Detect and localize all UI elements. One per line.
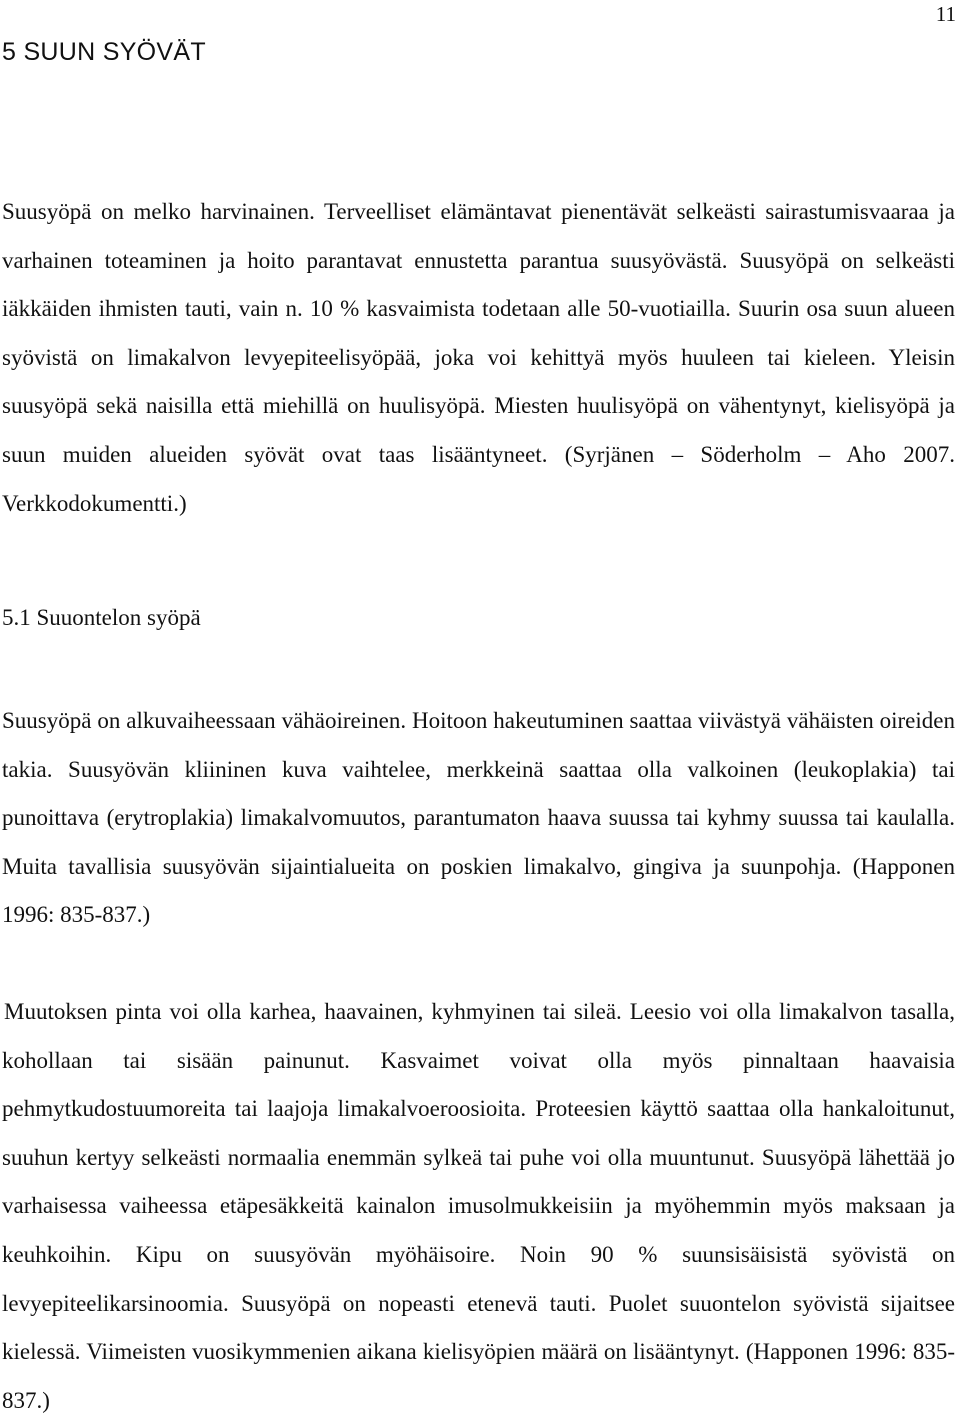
section-title: 5.1 Suuontelon syöpä	[2, 605, 201, 630]
paragraph-symptoms: Suusyöpä on alkuvaiheessaan vähäoireinen. Hoitoon hakeutuminen saattaa viivästyä vähäisten oireiden takia. Suusyövän kliininen kuva vaihtelee, merkkeinä saattaa olla valkoinen (leukoplakia) tai punoittava (erytroplakia) limakalvomuutos, parantumaton haava suussa tai kyhmy suussa tai kaulalla. Muita tavallisia suusyövän sijaintialueita on poskien limakalvo, gingiva ja suunpohja. (Happonen 1996: 835-837.)	[2, 708, 955, 928]
chapter-title: 5 SUUN SYÖVÄT	[2, 38, 206, 66]
page-number: 11	[935, 2, 956, 26]
paragraph-intro: Suusyöpä on melko harvinainen. Terveelliset elämäntavat pienentävät selkeästi sairastumisvaaraa ja varhainen toteaminen ja hoito parantavat ennustetta parantua suusyövästä. Suusyöpä on selkeästi iäkkäiden ihmisten tauti, vain n. 10 % kasvaimista todetaan alle 50-vuotiailla. Suurin osa suun alueen syövistä on limakalvon levyepiteelisyöpää, joka voi kehittyä myös huuleen tai kieleen. Yleisin suusyöpä sekä naisilla että miehillä on huulisyöpä. Miesten huulisyöpä on vähentynyt, kielisyöpä ja suun muiden alueiden syövät ovat taas lisääntyneet. (Syrjänen – Söderholm – Aho 2007. Verkkodokumentti.)	[2, 199, 955, 516]
paragraph-lesions: Muutoksen pinta voi olla karhea, haavainen, kyhmyinen tai sileä. Leesio voi olla limakalvon tasalla, kohollaan tai sisään painunut. Kasvaimet voivat olla myös pinnaltaan haavaisia pehmytkudostuumoreita tai laajoja limakalvoeroosioita. Proteesien käyttö saattaa olla hankaloitunut, suuhun kertyy selkeästi normaalia enemmän sylkeä tai puhe voi olla muuntunut. Suusyöpä lähettää jo varhaisessa vaiheessa etäpesäkkeitä kainalon imusolmukkeisiin ja myöhemmin myös maksaan ja keuhkoihin. Kipu on suusyövän myöhäisoire. Noin 90 % suunsisäisistä syövistä on levyepiteelikarsinoomia. Suusyöpä on nopeasti etenevä tauti. Puolet suuontelon syövistä sijaitsee kielessä. Viimeisten vuosikymmenien aikana kielisyöpien määrä on lisääntynyt. (Happonen 1996: 835-837.)	[2, 999, 955, 1413]
